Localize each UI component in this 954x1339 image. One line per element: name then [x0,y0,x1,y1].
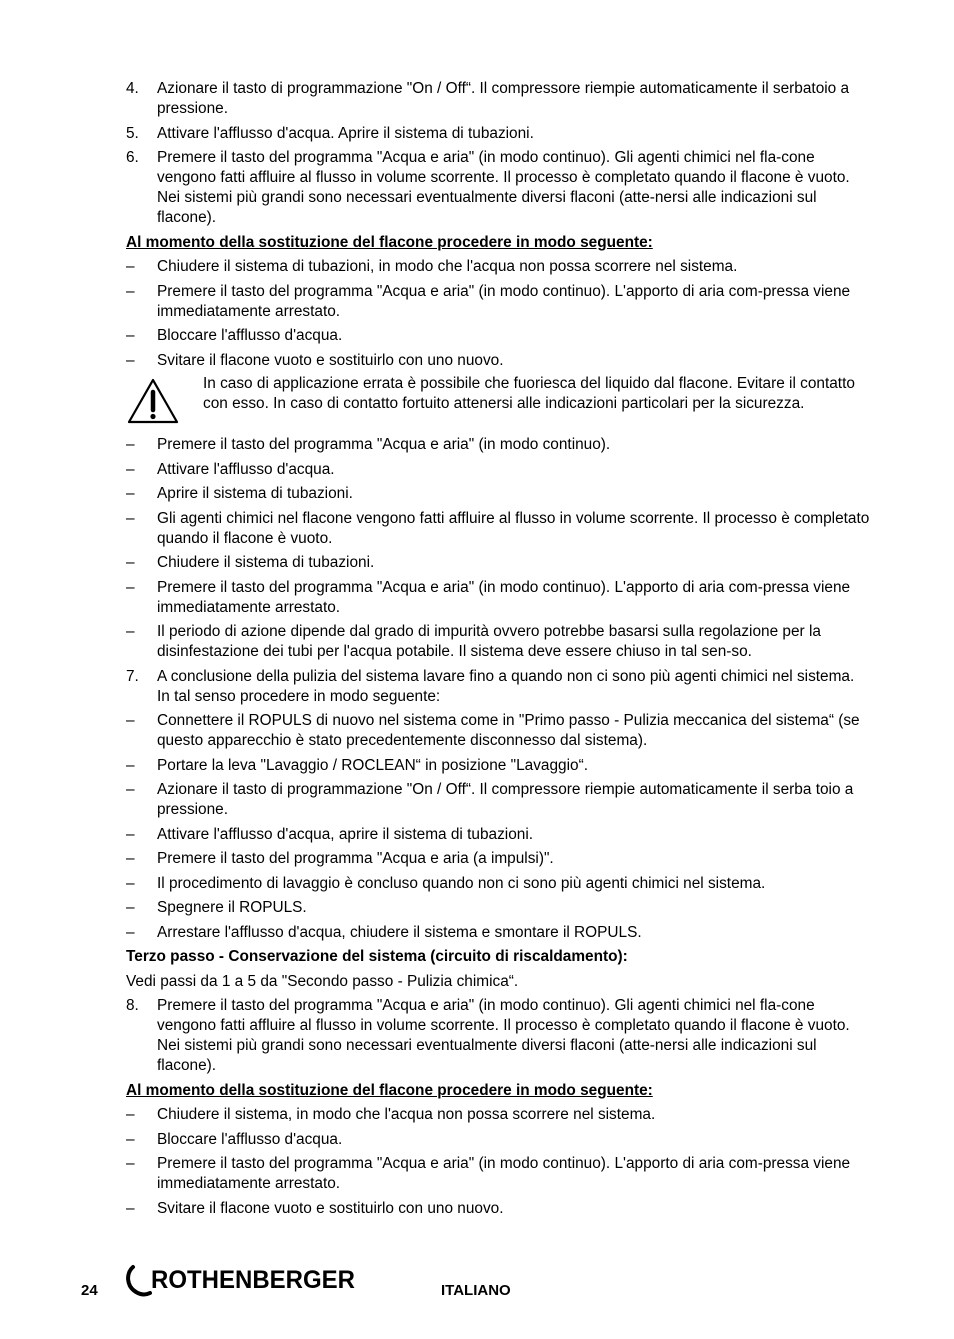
list-marker: – [126,485,135,502]
numbered-step [126,148,870,228]
list-marker: – [126,825,135,843]
bullet-item [126,711,870,751]
item-text: Gli agenti chimici nel flacone vengono fatti affluire al flusso in volume scorrente. Il processo è completato quando il flacone è vuoto. [157,509,870,547]
bullet-item [126,351,870,371]
item-text: Azionare il tasto di programmazione "On / Off“. Il compressore riempie automaticamente il serba toio a pressione. [157,781,854,818]
item-text: Arrestare l'afflusso d'acqua, chiudere il sistema e smontare il ROPULS. [157,923,642,941]
list-marker: – [126,712,135,729]
item-text: Svitare il flacone vuoto e sostituirlo con uno nuovo. [157,351,504,369]
list-marker: 6. [126,149,139,166]
list-marker: 7. [126,667,139,685]
page-footer [0,1264,954,1304]
language-label: ITALIANO [441,1282,511,1299]
list-marker: 8. [126,997,139,1014]
item-text: Il periodo di azione dipende dal grado di impurità ovvero potrebbe basarsi sulla regolazione per la disinfestazione dei tubi per l'acqua potabile. Il sistema deve essere chiuso in tal sen-so. [157,623,821,660]
bullet-item [126,435,870,455]
list-marker: – [126,282,135,300]
bullet-item [126,622,870,662]
item-text: Chiudere il sistema, in modo che l'acqua non possa scorrere nel sistema. [157,1106,656,1123]
list-marker: – [126,1106,135,1123]
list-marker: – [126,578,135,596]
bullet-item [126,849,870,869]
heading-text: Al momento della sostituzione del flacone procedere in modo seguente: [126,233,653,251]
list-marker: – [126,460,135,478]
list-marker: – [126,850,135,867]
bullet-item [126,874,870,894]
bullet-item [126,1199,870,1219]
warning-note [126,374,870,431]
item-text: Chiudere il sistema di tubazioni. [157,554,375,571]
list-marker: – [126,258,135,275]
list-marker: – [126,1155,135,1172]
item-text: Portare la leva "Lavaggio / ROCLEAN“ in posizione "Lavaggio“. [157,756,588,774]
heading-text: Terzo passo - Conservazione del sistema (circuito di riscaldamento): [126,948,628,965]
item-text: Azionare il tasto di programmazione "On / Off“. Il compressore riempie automaticamente il serbatoio a pressione. [157,80,850,117]
bullet-item [126,282,870,322]
item-text: Premere il tasto del programma "Acqua e aria" (in modo continuo). L'apporto di aria com-pressa viene immediatamente arrestato. [157,282,851,320]
list-marker: – [126,1130,135,1148]
bullet-item [126,484,870,504]
item-text: Premere il tasto del programma "Acqua e aria" (in modo continuo). Gli agenti chimici nel fla-cone vengono fatti affluire al flusso in volume scorrente. Il processo è completato quando il flacone è vuoto. Nei sistemi più grandi sono necessari eventualmente diversi flaconi (atte-nersi alle indicazioni sul flacone). [157,997,850,1074]
item-text: Il procedimento di lavaggio è concluso quando non ci sono più agenti chimici nel sistema. [157,874,766,892]
item-text: Bloccare l'afflusso d'acqua. [157,1130,343,1148]
numbered-step [126,996,870,1076]
bullet-item [126,553,870,573]
list-marker: – [126,351,135,369]
bullet-item [126,1130,870,1150]
list-marker: – [126,874,135,892]
item-text: Premere il tasto del programma "Acqua e aria" (in modo continuo). [157,436,611,453]
bullet-item [126,898,870,918]
item-text: Premere il tasto del programma "Acqua e aria" (in modo continuo). Gli agenti chimici nel fla-cone vengono fatti affluire al flusso in volume scorrente. Il processo è completato quando il flacone è vuoto. Nei sistemi più grandi sono necessari eventualmente diversi flaconi (atte-nersi alle indicazioni sul flacone). [157,149,850,226]
list-marker: – [126,327,135,344]
list-marker: 4. [126,80,139,97]
document-body [126,79,870,1223]
list-marker: – [126,923,135,941]
item-text: Aprire il sistema di tubazioni. [157,485,353,502]
bullet-item [126,460,870,480]
paragraph: Vedi passi da 1 a 5 da "Secondo passo - Pulizia chimica“. [126,972,519,990]
heading-text: Al momento della sostituzione del flacone procedere in modo seguente: [126,1081,653,1099]
item-text: Attivare l'afflusso d'acqua. Aprire il sistema di tubazioni. [157,124,534,142]
item-text: Chiudere il sistema di tubazioni, in modo che l'acqua non possa scorrere nel sistema. [157,258,738,275]
item-text: Spegnere il ROPULS. [157,899,307,916]
list-marker: – [126,554,135,571]
list-marker: – [126,756,135,774]
list-marker: – [126,509,135,527]
numbered-step [126,124,870,144]
item-text: Attivare l'afflusso d'acqua, aprire il sistema di tubazioni. [157,825,534,843]
numbered-step [126,667,870,707]
list-marker: – [126,623,135,640]
rothenberger-logo [124,1264,364,1298]
item-text: Bloccare l'afflusso d'acqua. [157,327,343,344]
bullet-item [126,825,870,845]
numbered-step [126,79,870,119]
warning-triangle-icon [126,374,203,431]
item-text: Attivare l'afflusso d'acqua. [157,460,335,478]
bullet-item [126,326,870,346]
item-text: Premere il tasto del programma "Acqua e aria" (in modo continuo). L'apporto di aria com-pressa viene immediatamente arrestato. [157,578,851,616]
bullet-item [126,1105,870,1125]
bullet-item [126,756,870,776]
section-heading [126,233,870,253]
list-marker: – [126,899,135,916]
bullet-item [126,257,870,277]
bullet-item [126,1154,870,1194]
logo-wordmark: ROTHENBERGER [151,1266,355,1294]
item-text: Premere il tasto del programma "Acqua e aria" (in modo continuo). L'apporto di aria com-pressa viene immediatamente arrestato. [157,1155,851,1192]
item-text: Connettere il ROPULS di nuovo nel sistema come in "Primo passo - Pulizia meccanica del sistema“ (se questo apparecchio è stato precedentemente disconnesso dal sistema). [157,712,860,749]
list-marker: – [126,1199,135,1217]
bullet-item [126,780,870,820]
list-marker: 5. [126,124,139,142]
item-text: Svitare il flacone vuoto e sostituirlo con uno nuovo. [157,1199,504,1217]
section-heading [126,947,870,967]
section-heading [126,1081,870,1101]
list-marker: – [126,781,135,798]
list-marker: – [126,436,135,453]
bullet-item [126,509,870,549]
bullet-item [126,578,870,618]
bullet-item [126,923,870,943]
page-number: 24 [81,1282,98,1299]
item-text: A conclusione della pulizia del sistema lavare fino a quando non ci sono più agenti chimici nel sistema. In tal senso procedere in modo seguente: [157,667,855,705]
warning-text: In caso di applicazione errata è possibile che fuoriesca del liquido dal flacone. Evitare il contatto con esso. In caso di contatto fortuito attenersi alle indicazioni particolari per la sicurezza. [203,375,855,412]
item-text: Premere il tasto del programma "Acqua e aria (a impulsi)". [157,850,554,867]
